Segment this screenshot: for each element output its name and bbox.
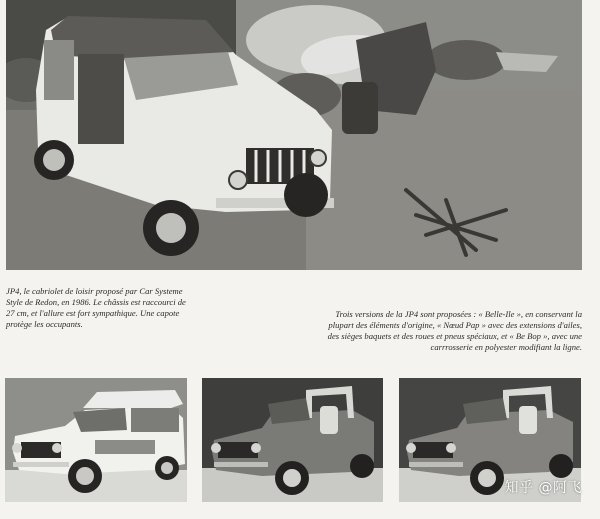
photo-jp4-belle-ile: [5, 378, 187, 502]
watermark: 知乎 @阿飞: [504, 480, 582, 496]
photo-jp4-noeud-pap: [202, 378, 383, 502]
main-photo-jp4-campsite: [6, 0, 582, 270]
caption-jp4-cabriolet: JP4, le cabriolet de loisir proposé par Car Systeme Style de Redon, en 1986. Le châssis est raccourci de 27 cm, et l'allure est fort sympathique. Une capote protège les occupants.: [6, 286, 186, 329]
caption-jp4-versions: Trois versions de la JP4 sont proposées : « Belle-Ile », en conservant la plupart des éléments d'origine, « Nœud Pap » avec des extensions d'ailes, des sièges baquets et des roues et pneus spéciaux, et « Be Bop », avec une carrrosserie en polyester modifiant la ligne.: [327, 309, 582, 352]
